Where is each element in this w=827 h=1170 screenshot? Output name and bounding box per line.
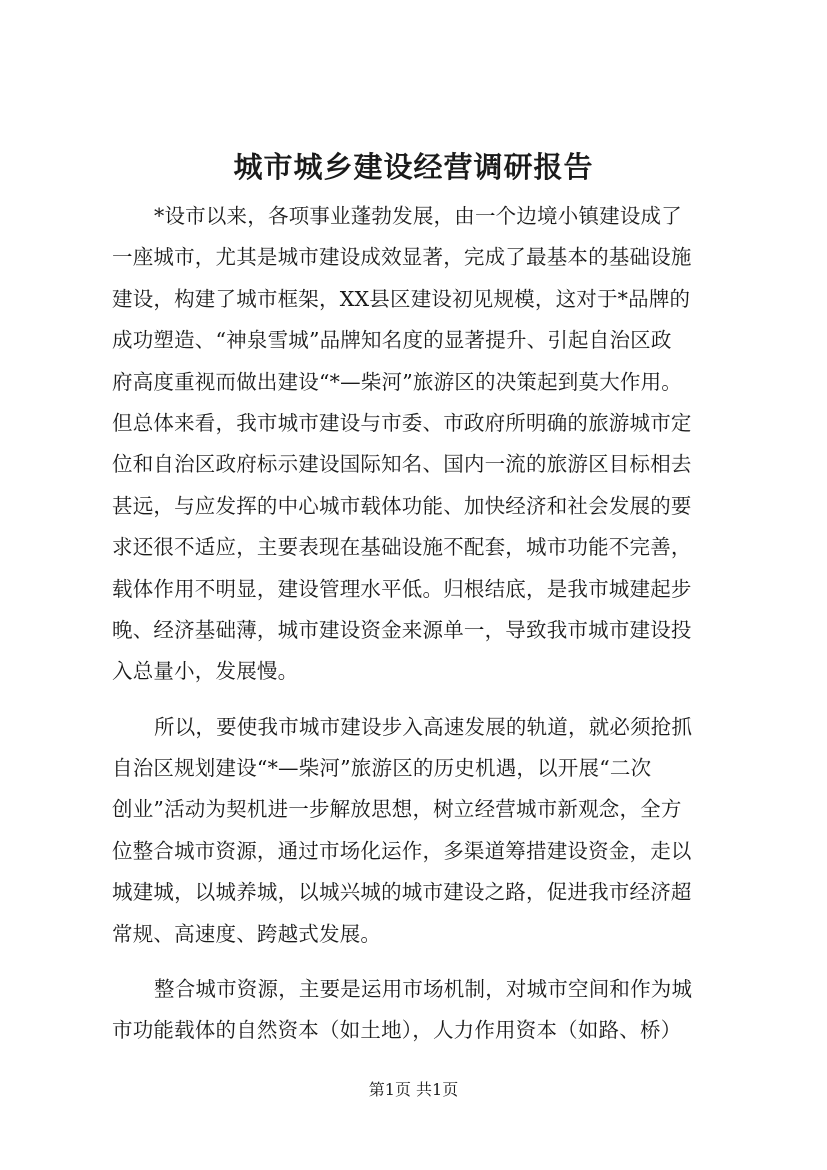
page-footer: 第1页 共1页 [368,1080,459,1099]
paragraph-line: 成功塑造、“神泉雪城”品牌知名度的显著提升、引起自治区政 [112,328,672,353]
paragraph [112,969,724,1052]
paragraph-line: 入总量小，发展慢。 [112,659,299,684]
paragraph-line: 创业”活动为契机进一步解放思想，树立经营城市新观念，全方 [112,797,682,822]
paragraph-line: 整合城市资源，主要是运用市场机制，对城市空间和作为城 [154,977,693,1002]
paragraph-line: 甚远，与应发挥的中心城市载体功能、加快经济和社会发展的要 [112,493,692,518]
document-title: 城市城乡建设经营调研报告 [233,150,594,184]
paragraph-line: 市功能载体的自然资本（如土地），人力作用资本（如路、桥） [112,1018,682,1043]
paragraph [112,707,724,955]
paragraph-line: 城建城，以城养城，以城兴城的城市建设之路，促进我市经济超 [112,880,692,905]
paragraph-line: 常规、高速度、跨越式发展。 [112,921,382,946]
paragraph-line: 位和自治区政府标示建设国际知名、国内一流的旅游区目标相去 [112,452,692,477]
document-body [112,196,724,1052]
paragraph-line: 自治区规划建设“*—柴河”旅游区的历史机遇，以开展“二次 [112,756,652,781]
paragraph-line: 但总体来看，我市城市建设与市委、市政府所明确的旅游城市定 [112,410,692,435]
paragraph-line: 求还很不适应，主要表现在基础设施不配套，城市功能不完善， [112,535,692,560]
paragraph-line: 位整合城市资源，通过市场化运作，多渠道筹措建设资金，走以 [112,838,692,863]
paragraph-line: 府高度重视而做出建设“*—柴河”旅游区的决策起到莫大作用。 [112,369,683,394]
paragraph-line: *设市以来，各项事业蓬勃发展，由一个边境小镇建设成了 [154,204,682,228]
paragraph-line: 建设，构建了城市框架，XX县区建设初见规模，这对于*品牌的 [112,286,691,311]
paragraph-line: 晚、经济基础薄，城市建设资金来源单一，导致我市城市建设投 [112,617,692,642]
paragraph [112,196,724,693]
paragraph-line: 一座城市，尤其是城市建设成效显著，完成了最基本的基础设施 [112,245,692,270]
paragraph-line: 所以，要使我市城市建设步入高速发展的轨道，就必须抢抓 [154,714,693,739]
paragraph-line: 载体作用不明显，建设管理水平低。归根结底，是我市城建起步 [112,576,692,601]
